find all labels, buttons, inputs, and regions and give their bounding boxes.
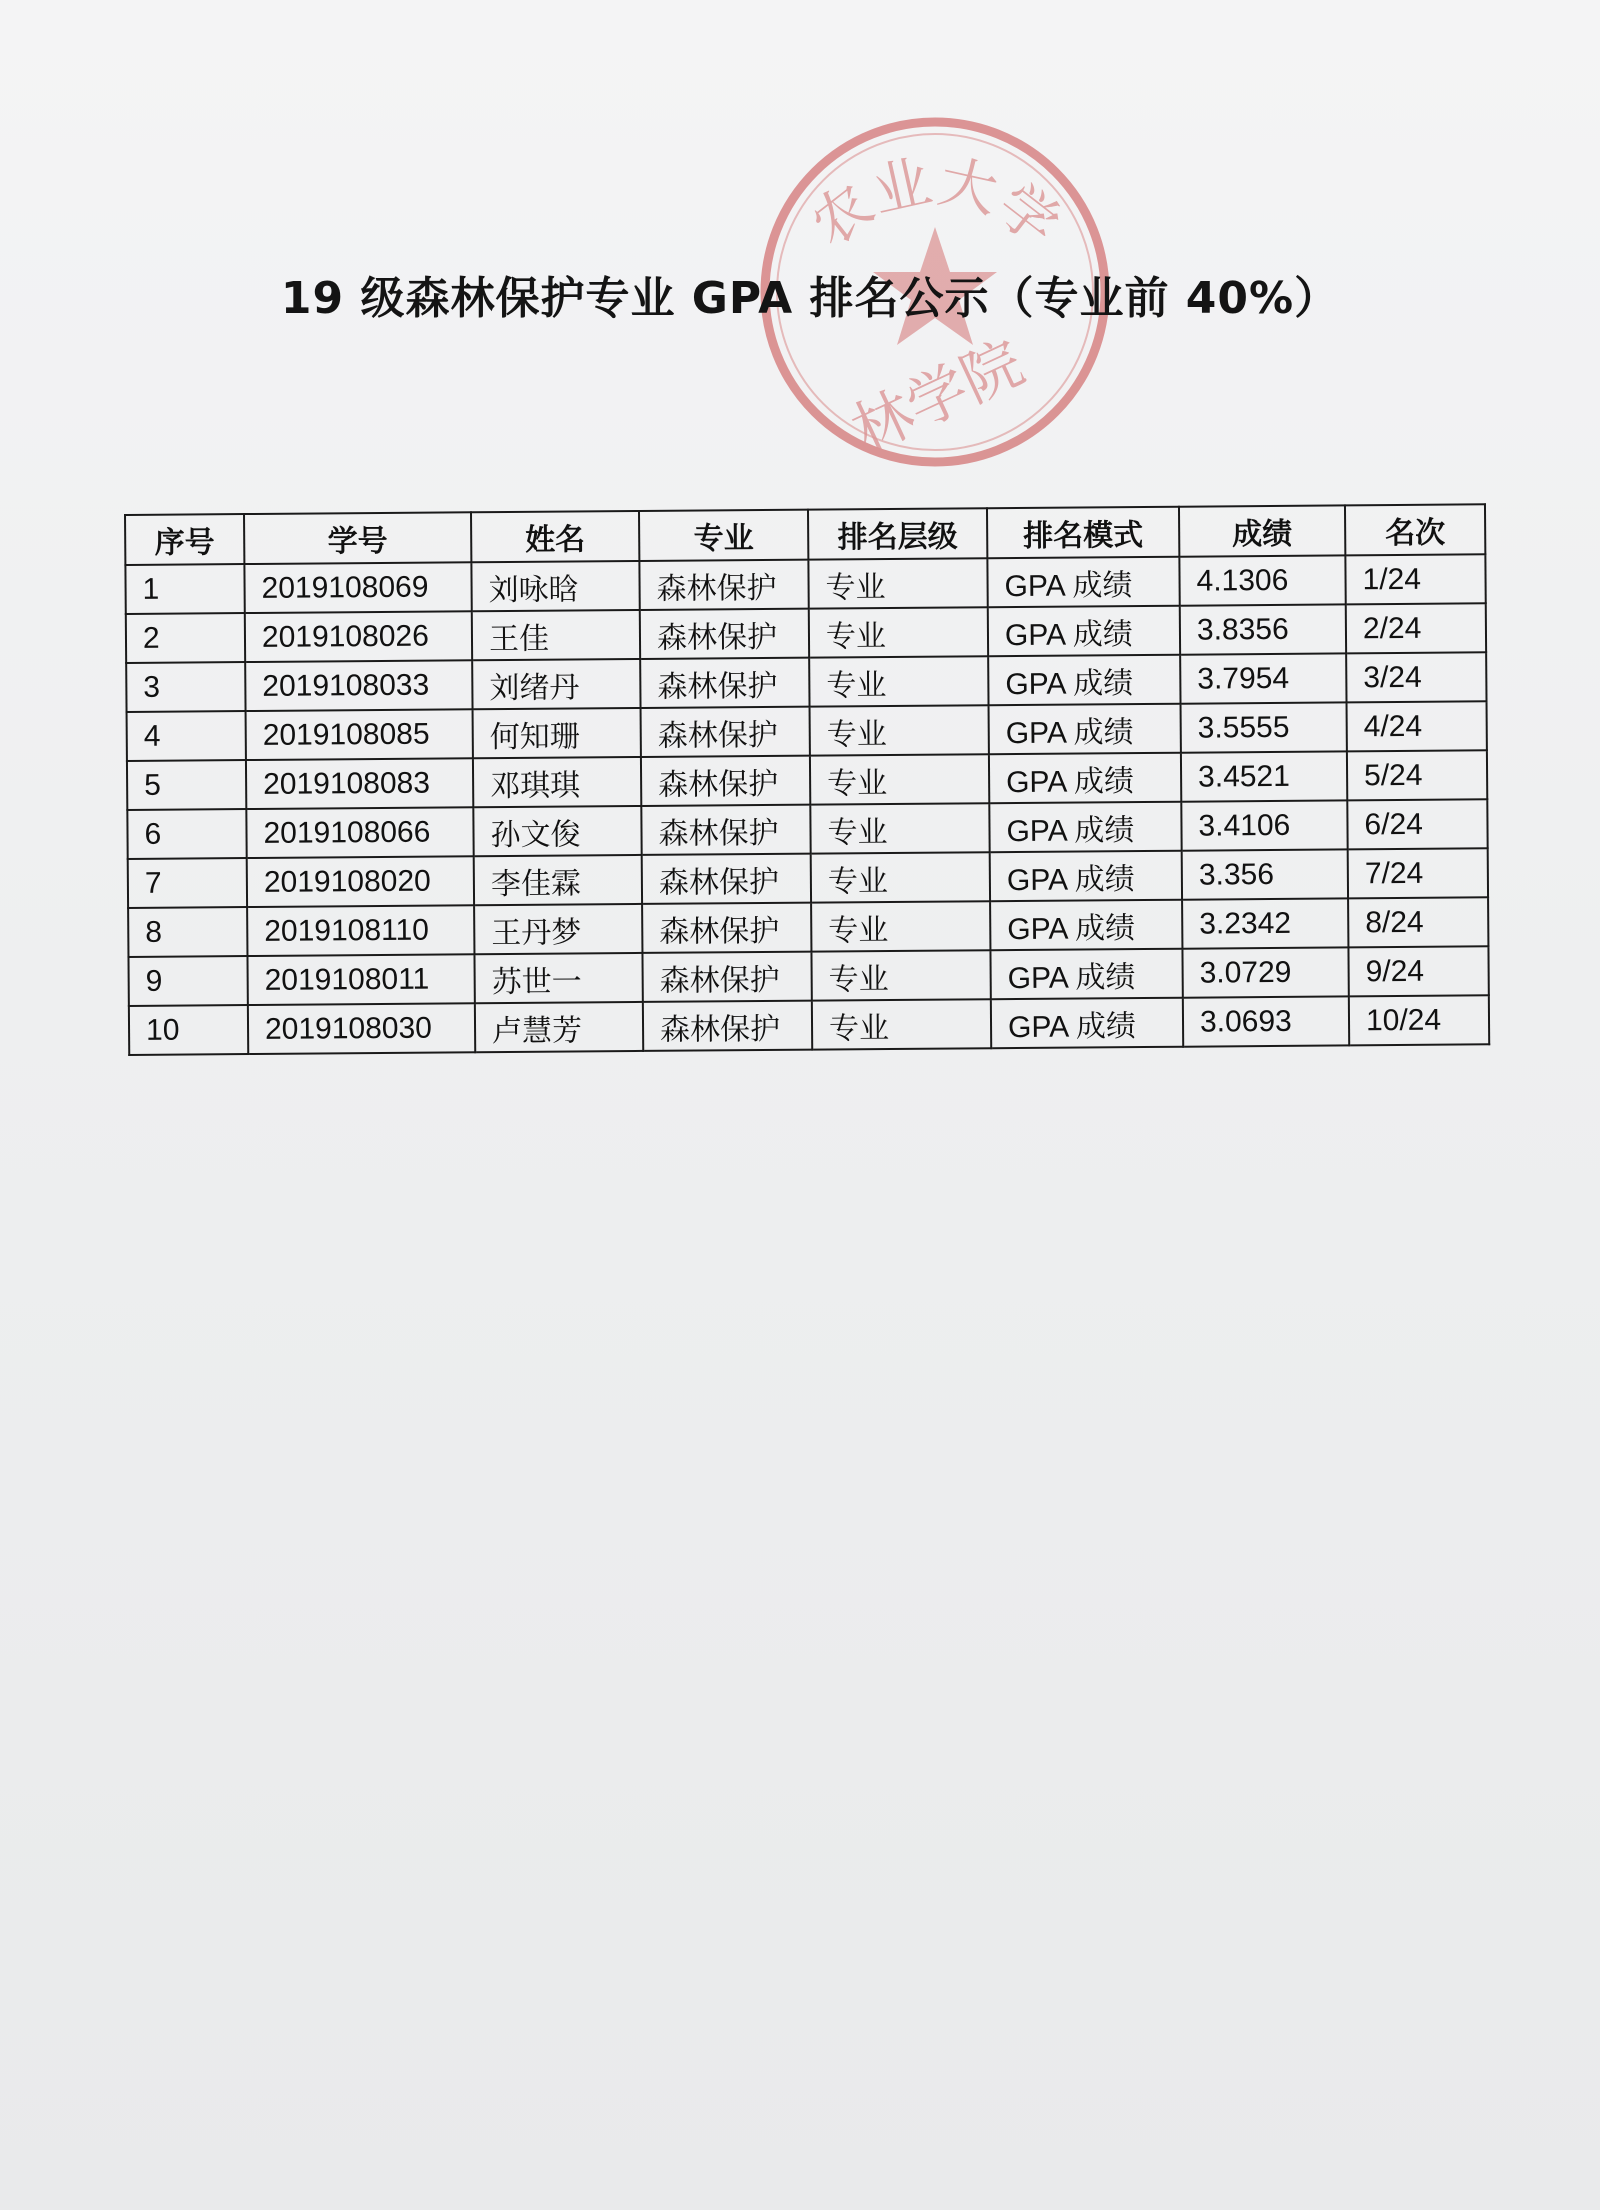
cell-rank-mode: GPA 成绩 (989, 704, 1181, 755)
header-name: 姓名 (471, 511, 639, 562)
cell-student-id: 2019108069 (244, 562, 471, 613)
cell-name: 王佳 (472, 610, 640, 660)
cell-major: 森林保护 (640, 609, 809, 659)
cell-name: 刘咏晗 (471, 561, 639, 611)
header-student-id: 学号 (244, 512, 471, 564)
cell-rank-level: 专业 (810, 705, 989, 755)
cell-rank: 8/24 (1348, 897, 1488, 947)
header-rank-mode: 排名模式 (987, 507, 1179, 559)
header-score: 成绩 (1179, 505, 1345, 556)
cell-score: 3.0729 (1182, 947, 1348, 997)
cell-rank: 5/24 (1347, 750, 1487, 800)
cell-index: 9 (128, 956, 247, 1006)
cell-index: 7 (128, 858, 247, 908)
cell-major: 森林保护 (640, 658, 809, 708)
cell-major: 森林保护 (643, 1001, 812, 1051)
cell-rank: 9/24 (1348, 946, 1488, 996)
cell-rank: 10/24 (1349, 995, 1489, 1045)
page-title: 19 级森林保护专业 GPA 排名公示（专业前 40%） (280, 273, 1340, 324)
cell-rank-mode: GPA 成绩 (991, 998, 1183, 1049)
cell-index: 5 (127, 760, 246, 810)
cell-score: 3.5555 (1181, 702, 1347, 752)
cell-rank-mode: GPA 成绩 (990, 900, 1182, 951)
cell-score: 3.0693 (1183, 996, 1349, 1046)
cell-index: 4 (127, 711, 246, 761)
cell-score: 3.4106 (1181, 800, 1347, 850)
cell-rank-level: 专业 (810, 754, 989, 804)
cell-rank: 6/24 (1347, 799, 1487, 849)
cell-rank-level: 专业 (809, 656, 988, 706)
cell-index: 6 (127, 809, 246, 859)
cell-name: 李佳霖 (474, 855, 642, 905)
header-major: 专业 (639, 510, 808, 561)
header-rank: 名次 (1345, 504, 1485, 555)
cell-student-id: 2019108020 (247, 856, 474, 907)
cell-student-id: 2019108030 (248, 1003, 475, 1054)
cell-score: 3.356 (1182, 849, 1348, 899)
cell-score: 3.8356 (1180, 604, 1346, 654)
cell-rank: 1/24 (1345, 554, 1485, 604)
cell-score: 3.4521 (1181, 751, 1347, 801)
cell-student-id: 2019108085 (246, 709, 473, 760)
cell-rank-mode: GPA 成绩 (989, 753, 1181, 804)
cell-score: 3.7954 (1180, 653, 1346, 703)
gpa-ranking-table (124, 503, 1490, 1056)
cell-major: 森林保护 (641, 805, 810, 855)
cell-rank-mode: GPA 成绩 (987, 557, 1179, 608)
cell-rank-level: 专业 (811, 950, 990, 1000)
cell-student-id: 2019108083 (246, 758, 473, 809)
cell-rank: 4/24 (1347, 701, 1487, 751)
header-index: 序号 (125, 514, 244, 565)
header-rank-level: 排名层级 (808, 508, 987, 559)
cell-score: 4.1306 (1179, 555, 1345, 605)
ranking-table-container (124, 503, 1490, 1056)
cell-rank-mode: GPA 成绩 (988, 606, 1180, 657)
cell-rank: 7/24 (1348, 848, 1488, 898)
cell-index: 3 (126, 662, 245, 712)
cell-rank: 2/24 (1346, 603, 1486, 653)
cell-rank-level: 专业 (811, 901, 990, 951)
cell-major: 森林保护 (639, 560, 808, 610)
cell-rank-level: 专业 (810, 803, 989, 853)
cell-student-id: 2019108011 (247, 954, 474, 1005)
cell-student-id: 2019108026 (245, 611, 472, 662)
cell-name: 刘绪丹 (472, 659, 640, 709)
cell-name: 苏世一 (474, 953, 642, 1003)
cell-rank-level: 专业 (811, 852, 990, 902)
table-row (129, 995, 1489, 1055)
cell-student-id: 2019108066 (246, 807, 473, 858)
cell-name: 邓琪琪 (473, 757, 641, 807)
svg-text:农业大学 (798, 147, 1072, 259)
cell-score: 3.2342 (1182, 898, 1348, 948)
cell-index: 1 (125, 564, 244, 614)
cell-rank-mode: GPA 成绩 (990, 949, 1182, 1000)
cell-major: 森林保护 (641, 756, 810, 806)
seal-text-top: 农业大学 (798, 147, 1072, 260)
cell-major: 森林保护 (642, 952, 811, 1002)
cell-index: 2 (126, 613, 245, 663)
seal-text-bottom: 林学院 (841, 327, 1035, 468)
cell-name: 何知珊 (473, 708, 641, 758)
cell-rank: 3/24 (1346, 652, 1486, 702)
cell-rank-level: 专业 (812, 999, 991, 1049)
cell-rank-mode: GPA 成绩 (990, 851, 1182, 902)
cell-index: 8 (128, 907, 247, 957)
cell-rank-level: 专业 (809, 607, 988, 657)
cell-student-id: 2019108033 (245, 660, 472, 711)
cell-name: 孙文俊 (473, 806, 641, 856)
cell-name: 卢慧芳 (475, 1002, 643, 1052)
cell-name: 王丹梦 (474, 904, 642, 954)
cell-major: 森林保护 (642, 903, 811, 953)
cell-index: 10 (129, 1005, 248, 1055)
cell-major: 森林保护 (641, 707, 810, 757)
cell-rank-level: 专业 (808, 558, 987, 608)
cell-major: 森林保护 (642, 854, 811, 904)
cell-rank-mode: GPA 成绩 (988, 655, 1180, 706)
cell-student-id: 2019108110 (247, 905, 474, 956)
cell-rank-mode: GPA 成绩 (989, 802, 1181, 853)
